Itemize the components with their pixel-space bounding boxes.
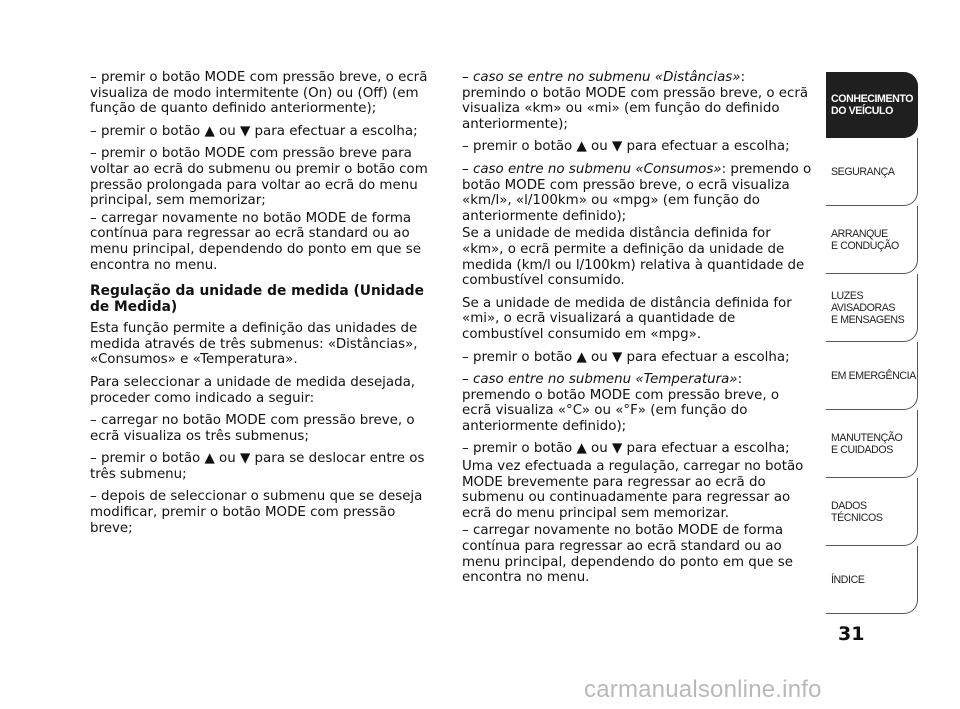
tab-conhecimento-do-veiculo[interactable]: CONHECIMENTO DO VEÍCULO [826,72,918,138]
paragraph: – carregar novamente no botão MODE de forma contínua para regressar ao ecrã standard ou ao menu principal, dependendo do ponto em que se encontra no menu. [462,523,793,586]
paragraph: – carregar no botão MODE com pressão breve, o ecrã visualiza os três submenus; [90,413,415,444]
paragraph: – premir o botão ▲ ou ▼ para efectuar a escolha; [462,441,790,457]
paragraph: Esta função permite a definição das unidades de medida através de três submenus: «Distâncias», «Consumos» e «Temperatura». [90,321,418,368]
paragraph-text: : premindo o botão MODE com pressão breve, o ecrã visualiza «km» ou «mi» (em função do definido anteriormente); [462,70,809,132]
watermark: carmanualsonline.info [584,676,822,703]
paragraph: – premir o botão MODE com pressão breve para voltar ao ecrã do submenu ou premir o botão com pressão prolongada para voltar ao ecrã do menu principal, sem memorizar; [90,146,428,209]
paragraph: Uma vez efectuada a regulação, carregar no botão MODE brevemente para regressar ao ecrã do submenu ou continuadamente para regressar ao ecrã do menu principal sem memorizar. [462,459,804,521]
paragraph-text: : premendo o botão MODE com pressão breve, o ecrã visualiza «km/l», «l/100km» ou «mpg» (em função do anteriormente definido); [462,161,812,224]
left-column [90,70,442,543]
paragraph: Para seleccionar a unidade de medida desejada, proceder como indicado a seguir: [90,374,416,406]
paragraph: Se a unidade de medida distância definida for «km», o ecrã permite a definição da unidade de medida (km/l ou l/100km) relativa à quantidade de combustível consumido. [462,226,805,289]
tab-arranque-e-conducao[interactable]: ARRANQUE E CONDUÇÃO [826,206,918,274]
page-number: 31 [838,623,865,645]
chapter-tabs [826,72,918,614]
paragraph [462,70,812,132]
tab-luzes-avisadoras[interactable]: LUZES AVISADORAS E MENSAGENS [826,274,918,342]
tab-indice[interactable]: ÍNDICE [826,546,918,614]
paragraph: – premir o botão ▲ ou ▼ para efectuar a escolha; [90,123,418,139]
paragraph: – depois de seleccionar o submenu que se deseja modificar, premir o botão MODE com pressão breve; [90,489,423,536]
paragraph: – premir o botão ▲ ou ▼ para efectuar a escolha; [462,349,790,365]
tab-seguranca[interactable]: SEGURANÇA [826,138,918,206]
paragraph: – premir o botão ▲ ou ▼ para efectuar a escolha; [462,139,790,155]
paragraph: – premir o botão ▲ ou ▼ para se deslocar entre os três submenu; [90,451,425,482]
submenu-label: – caso entre no submenu «Consumos» [462,161,722,177]
tab-em-emergencia[interactable]: EM EMERGÊNCIA [826,342,918,410]
paragraph: – carregar novamente no botão MODE de forma contínua para regressar ao ecrã standard ou ao menu principal, dependendo do ponto em que se encontra no menu. [90,210,421,273]
submenu-label: – caso entre no submenu «Temperatura» [462,372,738,388]
tab-dados-tecnicos[interactable]: DADOS TÉCNICOS [826,478,918,546]
paragraph: Se a unidade de medida de distância definida for «mi», o ecrã visualizará a quantidade de combustível consumido em «mpg». [462,295,792,342]
paragraph [462,162,812,224]
paragraph: – premir o botão MODE com pressão breve, o ecrã visualiza de modo intermitente (On) ou (Off) (em função de quanto definido anteriormente); [90,70,428,117]
paragraph-text: : premendo o botão MODE com pressão breve, o ecrã visualiza «°C» ou «°F» (em função do anteriormente definido); [462,372,780,434]
tab-manutencao-e-cuidados[interactable]: MANUTENÇÃO E CUIDADOS [826,410,918,478]
section-heading: Regulação da unidade de medida (Unidade de Medida) [90,283,424,316]
right-column [462,70,812,593]
submenu-label: – caso se entre no submenu «Distâncias» [462,70,741,85]
paragraph [462,372,812,434]
